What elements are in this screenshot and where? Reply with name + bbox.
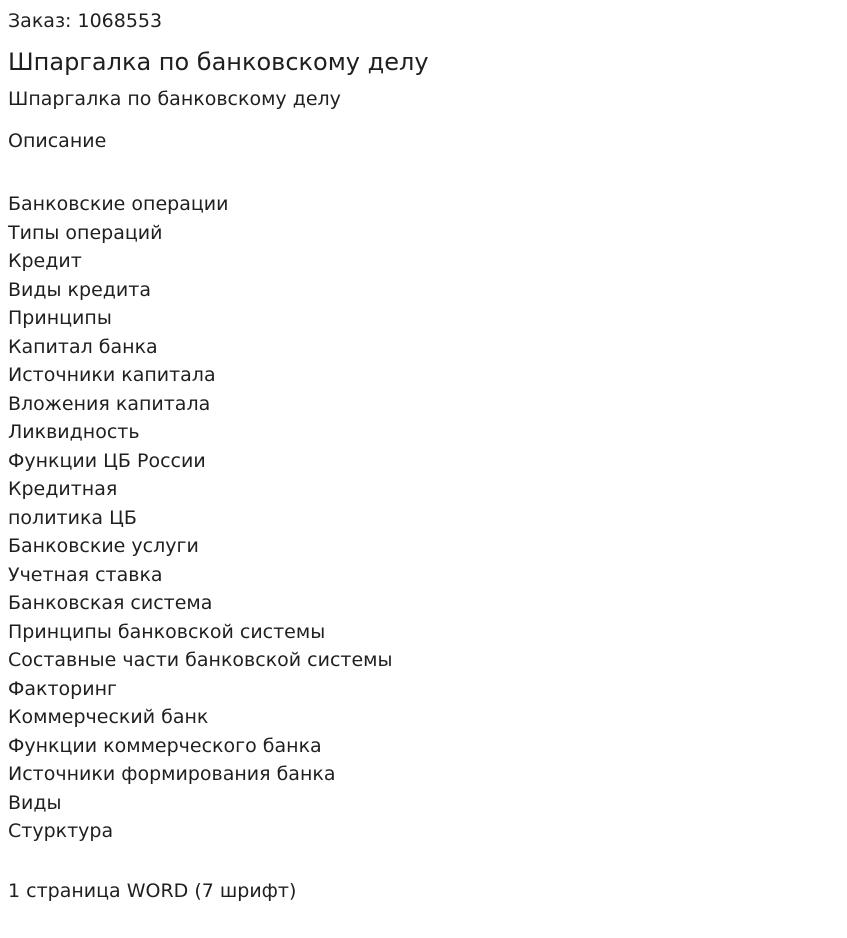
topic-item: Типы операций [8,221,163,244]
topic-item: Ликвидность [8,421,140,443]
topic-item: Факторинг [8,677,117,700]
order-number: Заказ: 1068553 [8,10,163,32]
topic-item: Функции ЦБ России [8,449,206,472]
topic-item: Источники капитала [8,364,216,386]
page-title: Шпаргалка по банковскому делу [8,48,429,76]
topic-item: Принципы банковской системы [8,620,326,643]
topic-item: Капитал банка [8,335,158,358]
topic-item: Кредит [8,250,82,272]
topic-item: Виды [8,791,62,814]
topic-item: Учетная ставка [8,563,163,586]
topic-item: Коммерческий банк [8,706,209,728]
topic-item: Банковские операции [8,193,229,215]
topic-item: Принципы [8,307,112,329]
page-count-note: 1 страница WORD (7 шрифт) [8,879,297,902]
page-subtitle: Шпаргалка по банковскому делу [8,88,341,110]
topic-item: Функции коммерческого банка [8,734,322,757]
topic-item: Стурктура [8,820,114,842]
topic-item: Составные части банковской системы [8,649,393,671]
topic-item: Вложения капитала [8,392,211,415]
topic-item: Источники формирования банка [8,763,336,785]
topic-item: Банковская система [8,592,213,614]
topic-item: Виды кредита [8,278,151,301]
description-label: Описание [8,130,107,152]
topic-item: политика ЦБ [8,506,137,529]
topic-item: Кредитная [8,478,118,500]
topic-item: Банковские услуги [8,535,199,557]
topic-list [8,190,839,846]
